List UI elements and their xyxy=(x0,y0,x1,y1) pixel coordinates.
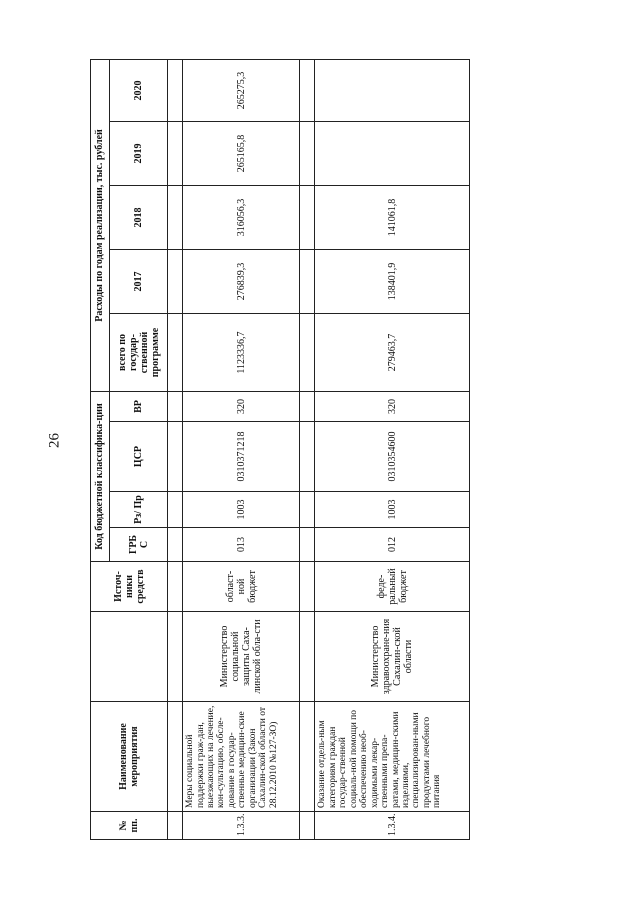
header-2017: 2017 xyxy=(109,250,167,314)
row-grbs: 013 xyxy=(183,528,300,562)
spacer-row xyxy=(300,60,315,840)
row-csr: 0310354600 xyxy=(315,422,470,492)
row-name: Меры социальной поддержки граж-дан, выезжающих на лечение, кон-сультацию, обсле-дование в государ-ственные медицин-ские организации (Закон Сахалин-ской области от 28.12.2010 №127-ЗО) xyxy=(183,702,300,812)
row-2019: 265165,8 xyxy=(183,122,300,186)
table-row xyxy=(183,60,300,840)
row-2020 xyxy=(315,60,470,122)
row-csr: 0310371218 xyxy=(183,422,300,492)
header-rzpr: Рз/ Пр xyxy=(109,492,167,528)
header-executor xyxy=(91,612,168,702)
row-total: 279463,7 xyxy=(315,314,470,392)
header-no: № пп. xyxy=(91,812,168,840)
row-executor: Министерство социальной защиты Саха-линской обла-сти xyxy=(183,612,300,702)
row-2018: 316056,3 xyxy=(183,186,300,250)
row-total: 1123336,7 xyxy=(183,314,300,392)
header-row-1 xyxy=(91,60,110,840)
row-2018: 141061,8 xyxy=(315,186,470,250)
row-no: 1.3.4. xyxy=(315,812,470,840)
budget-table xyxy=(90,59,470,840)
header-csr: ЦСР xyxy=(109,422,167,492)
row-2017: 276839,3 xyxy=(183,250,300,314)
rotated-table-container xyxy=(90,60,470,840)
row-grbs: 012 xyxy=(315,528,470,562)
header-budget-code: Код бюджетной классифика-ции xyxy=(91,392,110,562)
header-2020: 2020 xyxy=(109,60,167,122)
page-number: 26 xyxy=(46,433,63,448)
header-2019: 2019 xyxy=(109,122,167,186)
header-vr: ВР xyxy=(109,392,167,422)
row-vr: 320 xyxy=(315,392,470,422)
row-no: 1.3.3. xyxy=(183,812,300,840)
spacer-row xyxy=(168,60,183,840)
header-expenses: Расходы по годам реализации, тыс. рублей xyxy=(91,60,110,392)
header-total: всего по государ-ственной программе xyxy=(109,314,167,392)
row-rzpr: 1003 xyxy=(183,492,300,528)
row-executor: Министерство здравоохране-ния Сахалин-ской области xyxy=(315,612,470,702)
header-2018: 2018 xyxy=(109,186,167,250)
row-source: феде-ральный бюджет xyxy=(315,562,470,612)
row-vr: 320 xyxy=(183,392,300,422)
header-name: Наименование мероприятия xyxy=(91,702,168,812)
row-rzpr: 1003 xyxy=(315,492,470,528)
row-source: област-ной бюджет xyxy=(183,562,300,612)
table-row xyxy=(315,60,470,840)
row-name: Оказание отдель-ным категориям граждан государ-ственной социаль-ной помощи по обеспечению необ-ходимыми лекар-ственными препа-ратами, медицин-скими изделиями, специализирован-ными продуктами лечебного питания xyxy=(315,702,470,812)
row-2019 xyxy=(315,122,470,186)
row-2017: 138401,9 xyxy=(315,250,470,314)
row-2020: 265275,3 xyxy=(183,60,300,122)
header-source: Источ-ники средств xyxy=(91,562,168,612)
header-grbs: ГРБ С xyxy=(109,528,167,562)
